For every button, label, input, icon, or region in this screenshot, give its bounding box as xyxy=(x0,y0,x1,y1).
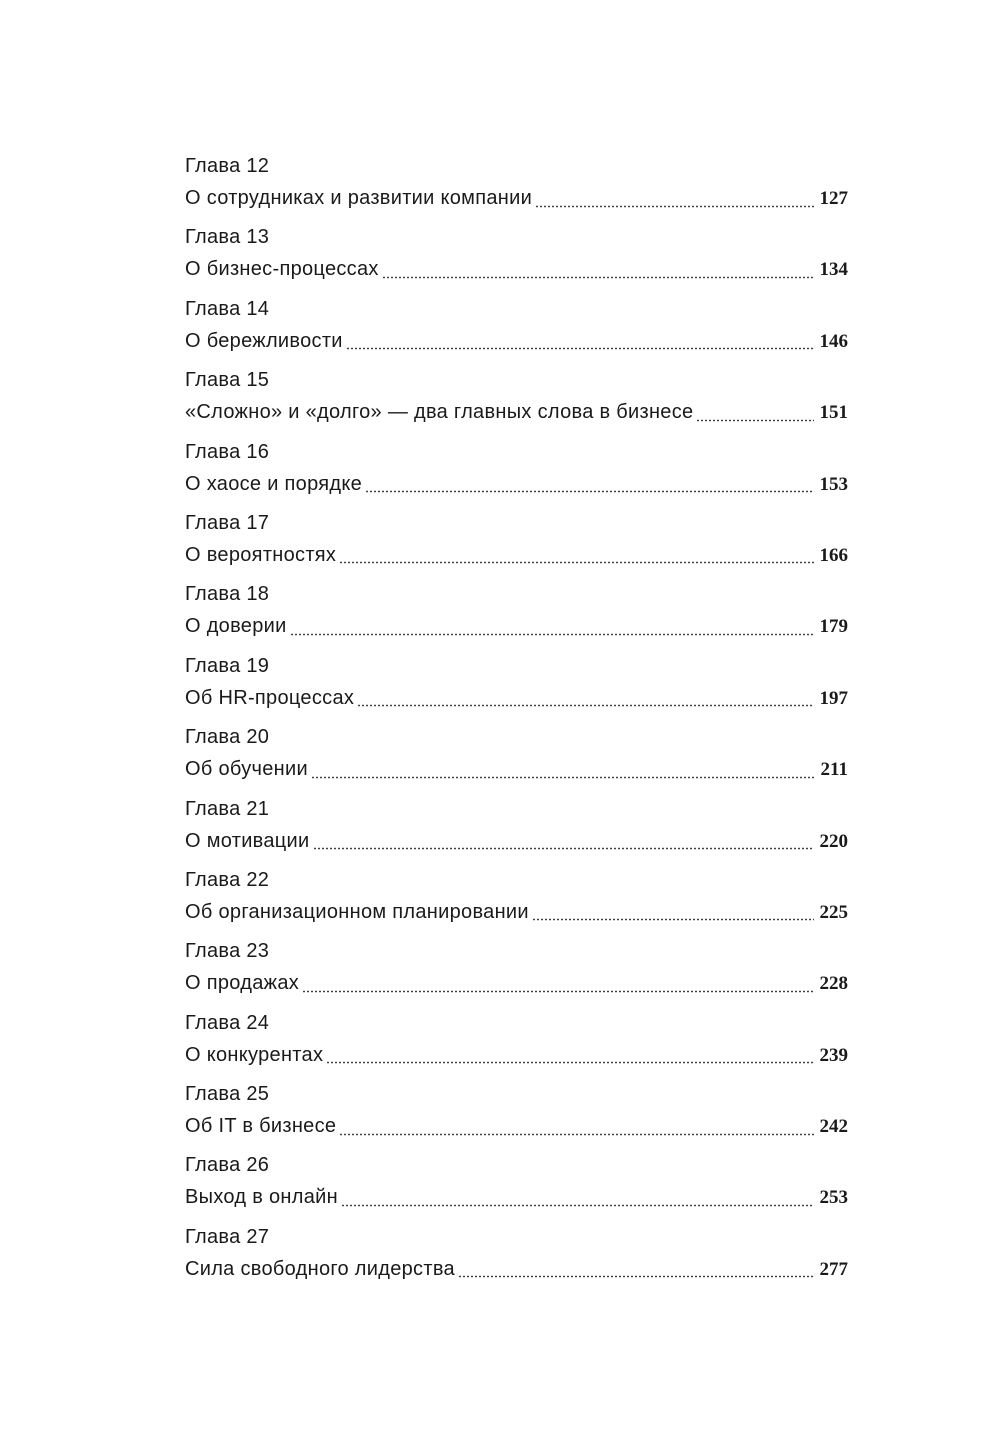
page-number: 153 xyxy=(819,473,848,495)
toc-entry[interactable] xyxy=(185,221,848,292)
toc-line xyxy=(185,753,848,785)
page-number: 211 xyxy=(820,759,848,781)
dot-leader xyxy=(290,631,814,637)
page-number: 242 xyxy=(819,1116,848,1138)
dot-leader xyxy=(458,1274,814,1280)
toc-line xyxy=(185,253,848,285)
toc-entry[interactable] xyxy=(185,1149,848,1220)
dot-leader xyxy=(339,560,813,566)
toc-entry[interactable] xyxy=(185,364,848,435)
page-number: 228 xyxy=(819,973,848,995)
dot-leader xyxy=(382,274,814,280)
page-number: 151 xyxy=(819,402,848,424)
chapter-title: «Сложно» и «долго» — два главных слова в бизнесе xyxy=(185,401,694,424)
toc-line xyxy=(185,1181,848,1213)
toc-entry[interactable] xyxy=(185,650,848,721)
dot-leader xyxy=(532,917,814,923)
toc-line xyxy=(185,539,848,571)
toc-entry[interactable] xyxy=(185,864,848,935)
chapter-label: Глава 18 xyxy=(185,583,270,606)
chapter-label: Глава 21 xyxy=(185,797,270,820)
chapter-title: О вероятностях xyxy=(185,543,337,566)
dot-leader xyxy=(357,703,813,709)
chapter-label: Глава 27 xyxy=(185,1225,270,1248)
page-number: 225 xyxy=(819,901,848,923)
chapter-label: Глава 15 xyxy=(185,369,270,392)
toc-line xyxy=(185,967,848,999)
chapter-label: Глава 25 xyxy=(185,1083,270,1106)
chapter-title: О мотивации xyxy=(185,829,310,852)
toc-entry[interactable] xyxy=(185,1007,848,1078)
toc-line xyxy=(185,896,848,928)
chapter-title: О конкурентах xyxy=(185,1043,324,1066)
chapter-label: Глава 17 xyxy=(185,511,270,534)
toc-line xyxy=(185,325,848,357)
dot-leader xyxy=(302,988,813,994)
toc-line xyxy=(185,825,848,857)
table-of-contents xyxy=(185,150,848,1292)
toc-line xyxy=(185,468,848,500)
page-number: 166 xyxy=(819,544,848,566)
chapter-title: Об IT в бизнесе xyxy=(185,1115,337,1138)
page-number: 277 xyxy=(819,1258,848,1280)
dot-leader xyxy=(326,1060,813,1066)
chapter-title: О продажах xyxy=(185,972,300,995)
chapter-title: Об обучении xyxy=(185,758,308,781)
chapter-title: О бережливости xyxy=(185,329,343,352)
dot-leader xyxy=(341,1202,814,1208)
page-number: 179 xyxy=(819,616,848,638)
dot-leader xyxy=(365,489,813,495)
toc-entry[interactable] xyxy=(185,293,848,364)
chapter-title: О доверии xyxy=(185,615,287,638)
chapter-label: Глава 13 xyxy=(185,226,270,249)
toc-entry[interactable] xyxy=(185,507,848,578)
page-number: 239 xyxy=(819,1044,848,1066)
toc-line xyxy=(185,610,848,642)
chapter-title: Об HR-процессах xyxy=(185,686,355,709)
chapter-title: О бизнес-процессах xyxy=(185,258,379,281)
chapter-title: Об организационном планировании xyxy=(185,900,529,923)
toc-entry[interactable] xyxy=(185,1221,848,1292)
page-number: 197 xyxy=(819,687,848,709)
toc-entry[interactable] xyxy=(185,578,848,649)
page-number: 134 xyxy=(819,259,848,281)
toc-entry[interactable] xyxy=(185,150,848,221)
toc-line xyxy=(185,1253,848,1285)
toc-line xyxy=(185,182,848,214)
toc-line xyxy=(185,1039,848,1071)
page-number: 146 xyxy=(819,330,848,352)
chapter-label: Глава 12 xyxy=(185,155,270,177)
toc-line xyxy=(185,1110,848,1142)
chapter-label: Глава 26 xyxy=(185,1154,270,1177)
page-number: 220 xyxy=(819,830,848,852)
toc-line xyxy=(185,682,848,714)
toc-entry[interactable] xyxy=(185,793,848,864)
chapter-title: О хаосе и порядке xyxy=(185,472,363,495)
chapter-label: Глава 22 xyxy=(185,868,270,891)
chapter-label: Глава 23 xyxy=(185,940,270,963)
toc-line xyxy=(185,396,848,428)
chapter-title: О сотрудниках и развитии компании xyxy=(185,187,533,209)
chapter-label: Глава 20 xyxy=(185,726,270,749)
dot-leader xyxy=(313,846,814,852)
dot-leader xyxy=(535,203,813,209)
toc-entry[interactable] xyxy=(185,1078,848,1149)
toc-entry[interactable] xyxy=(185,721,848,792)
dot-leader xyxy=(311,774,815,780)
page-number: 253 xyxy=(819,1187,848,1209)
chapter-label: Глава 24 xyxy=(185,1011,270,1034)
dot-leader xyxy=(339,1131,813,1137)
toc-entry[interactable] xyxy=(185,436,848,507)
dot-leader xyxy=(346,346,814,352)
toc-entry[interactable] xyxy=(185,935,848,1006)
dot-leader xyxy=(696,417,813,423)
chapter-label: Глава 16 xyxy=(185,440,270,463)
chapter-label: Глава 19 xyxy=(185,654,270,677)
chapter-title: Сила свободного лидерства xyxy=(185,1257,455,1280)
chapter-label: Глава 14 xyxy=(185,297,270,320)
page-number: 127 xyxy=(819,188,848,209)
chapter-title: Выход в онлайн xyxy=(185,1186,338,1209)
